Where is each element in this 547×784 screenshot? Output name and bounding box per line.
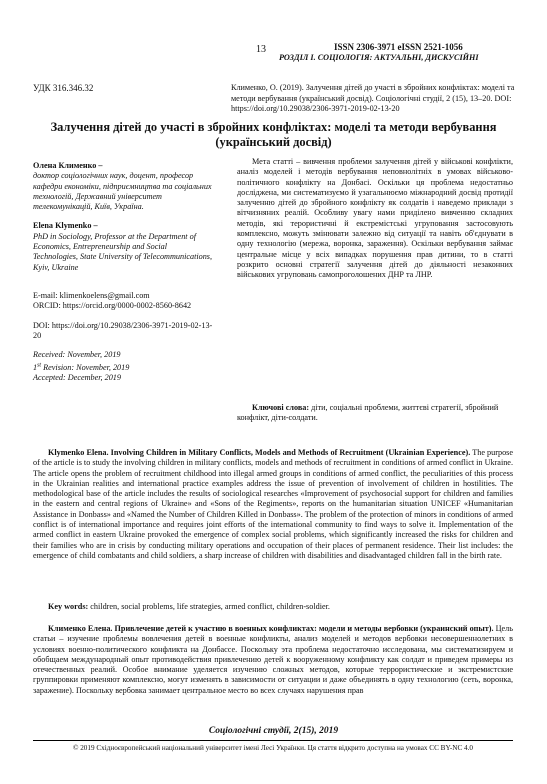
author-ua-bio: доктор соціологічних наук, доцент, професор кафедри економіки, підприємництва та соціальних технологій, Державний університет телекомунікацій, Київ, Україна. [33,171,212,212]
citation: Клименко, О. (2019). Залучення дітей до участі в збройних конфліктах: моделі та методи вербування (український досвід). Соціологічні студії, 2 (15), 13–20. DOI: https://doi.org/10.29038/2306-3971-2019-02-13-20 [231,83,515,114]
keywords-ua-text: діти, соціальні проблеми, життєві стратегії, збройний конфлікт, діти-солдати. [237,403,499,423]
doi[interactable]: DOI: https://doi.org/10.29038/2306-3971-2019-02-13-20 [33,320,213,340]
keywords-en [33,602,513,611]
abstract-ru-text: Цель статьи – изучение проблемы вовлечения детей в военные конфликты, анализ моделей и методов вербовки несовершеннолетних в условиях военно-политического конфликта на Донбассе. Поскольку эта проблема недостаточно исследована, мы систематизируем и обобщаем международный опыт противодействия привлечению детей к вооруженному конфликту как солдат и приведем примеры из отечественных реалий. Особое внимание уделяется изучению сложных методов, которые террористические и экстремистские группировки применяют комплексно, могут изменять в зависимости от ситуации и даже объединять в одну технологию (сеть, воронка, заражение). Поскольку вербовка занимает центральное место во всех случаях нарушения прав [33,624,513,695]
journal-footer: Соціологічні студії, 2(15), 2019 [208,726,339,736]
abstract-ru [33,624,513,696]
keywords-ua [237,403,513,424]
dates [33,350,213,384]
abstract-en-lead: Klymenko Elena. Involving Children in Military Conflicts, Models and Methods of Recruitment (Ukrainian Experience). [48,448,471,457]
keywords-en-text: children, social problems, life strategies, armed conflict, children-soldier. [88,602,330,611]
udc-code: УДК 316.346.32 [33,83,94,93]
abstract-ua: Мета статті – вивчення проблеми залучення дітей у військові конфлікти, аналіз моделей і методів вербування неповнолітніх в умовах військово-політичного конфлікту на Донбасі. Оскільки ця проблема недостатньо досліджена, ми систематизуємо й узагальнюємо міжнародний досвід протидії залученню дітей до збройного конфлікту як солдатів і наведемо приклади з вітчизняних реалій. Особливу увагу нами приділено вивченню складних методів, які терористичні й екстремістські угруповання застосовують комплексно, можуть змінювати залежно від ситуації та навіть об'єднувати в одну технологію (мережа, воронка, зараження). Оскільки вербування займає центральне місце у всіх випадках порушення прав дитини, то в статті розкрито основні стратегії залучення дітей до діяльності незаконних військових угруповань самопроголошених ДНР та ЛНР. [237,157,513,280]
received-date: Received: November, 2019 [33,350,121,360]
contacts [33,291,213,312]
revision-date: 1st Revision: November, 2019 [33,362,130,373]
section-heading: РОЗДІЛ І. СОЦІОЛОГІЯ: АКТУАЛЬНІ, ДИСКУСІЙНІ [279,53,479,62]
footer-divider [33,740,513,741]
email-link[interactable]: E-mail: klimenkoelens@gmail.com [33,290,150,300]
author-en-name: Elena Klymenko – [33,221,98,231]
keywords-ua-label: Ключові слова: [252,403,310,412]
author-ua [33,161,213,212]
author-ua-name: Олена Клименко – [33,161,103,170]
page-number: 13 [256,44,266,55]
copyright-notice: © 2019 Східноєвропейський національний університет імені Лесі Українки. Ця стаття відкрито доступна на умовах CC BY-NC 4.0 [72,744,474,752]
abstract-ru-lead: Клименко Елена. Привлечение детей к участию в военных конфликтах: модели и методы вербовки (украинский опыт). [48,624,494,633]
orcid-link[interactable]: ORCID: https://orcid.org/0000-0002-8560-8642 [33,301,192,311]
issn-line: ISSN 2306-3971 eISSN 2521-1056 [334,42,463,52]
author-en-bio: PhD in Sociology, Professor at the Department of Economics, Entrepreneurship and Social Technologies, State University of Telecommunications, Kyiv, Ukraine [33,231,213,272]
article-title: Залучення дітей до участі в збройних конфліктах: моделі та методи вербування (український досвід) [50,120,497,149]
abstract-en-text: The purpose of the article is to study the involving children in military conflicts, models and methods of recruitment in conditions of armed conflict in Ukraine. The article opens the problem of recruitment childhood into illegal armed groups in conditions of armed conflict, the peculiarities of this process in the Ukrainian realities and international practice examples address the issue of prevention of involvement of children in hostilities. The methodological base of the article includes the results of sociological researches «Improvement of psychosocial support for children and families in the eastern and central regions of Ukraine» and «Sons of the Regiments», reports on the humanitarian situation UNICEF «Humanitarian Assistance in Donbass» and «Named the Number of Children Killed in Donbass». The problem of the protection of minors in conditions of armed conflict is of international importance and requires joint efforts of the international community to find ways to solve it. Implementation of the armed conflict in eastern Ukraine provoked the emergence of complex social problems, which significantly increased the risks for children and their families who are in crisis by conducting military operations and occupation of their places of permanent residence. Their list includes: the emergence of child combatants and child soldiers, a sharp increase of children with disabilities and disadvantaged children fall in the birth rate. [33,448,513,560]
author-info [33,161,213,393]
accepted-date: Accepted: December, 2019 [33,373,121,383]
abstract-en [33,448,513,561]
author-en [33,221,213,272]
keywords-en-label: Key words: [48,602,89,611]
